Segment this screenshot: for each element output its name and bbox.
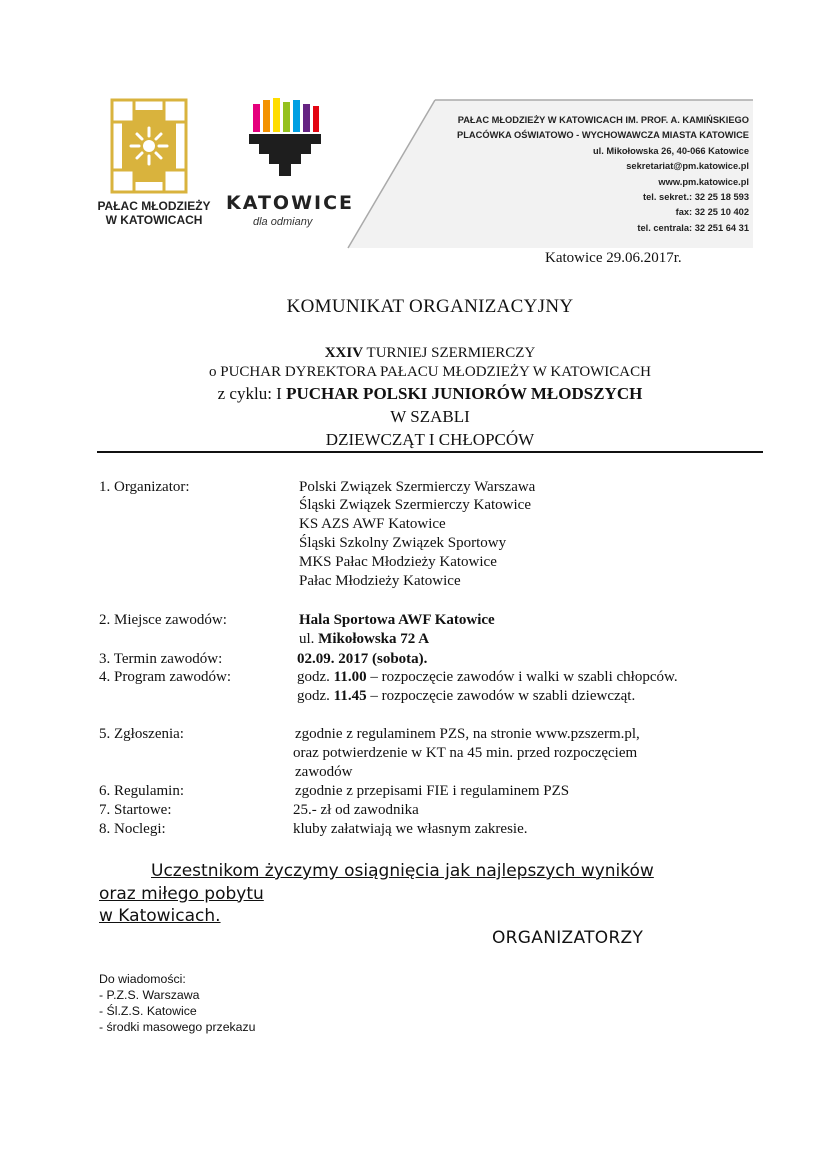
document-date: Katowice 29.06.2017r. xyxy=(545,250,682,266)
venue-label: 2. Miejsce zawodów: xyxy=(99,612,227,628)
subtitle-line-2: o PUCHAR DYREKTORA PAŁACU MŁODZIEŻY W KATOWICACH xyxy=(209,364,651,380)
distribution-item: - Śl.Z.S. Katowice xyxy=(99,1004,197,1018)
organizer-item: MKS Pałac Młodzieży Katowice xyxy=(299,554,497,570)
date-label: 3. Termin zawodów: xyxy=(99,651,223,667)
subtitle-line-3: z cyklu: I PUCHAR POLSKI JUNIORÓW MŁODSZYCH xyxy=(217,384,643,403)
fee-value: 25.- zł od zawodnika xyxy=(293,802,419,818)
header-divider xyxy=(97,451,763,453)
organizer-item: Polski Związek Szermierczy Warszawa xyxy=(299,479,536,495)
katowice-logo-tagline: dla odmiany xyxy=(253,216,313,228)
katowice-logo-word: KATOWICE xyxy=(226,192,355,214)
lodging-label: 8. Noclegi: xyxy=(99,821,166,837)
signature: ORGANIZATORZY xyxy=(492,928,644,948)
rules-value: zgodnie z przepisami FIE i regulaminem PZS xyxy=(295,783,570,799)
venue-street: ul. Mikołowska 72 A xyxy=(299,631,430,647)
organizer-item: Śląski Szkolny Związek Sportowy xyxy=(299,535,507,551)
entries-line-2: oraz potwierdzenie w KT na 45 min. przed rozpoczęciem xyxy=(293,745,638,761)
institution-address: PAŁAC MŁODZIEŻY W KATOWICACH IM. PROF. A. KAMIŃSKIEGO PLACÓWKA OŚWIATOWO - WYCHOWAWCZA MIASTA KATOWICE ul. Mikołowska 26, 40-066 Katowice sekretariat@pm.katowice.pl www.pm.katowice.pl tel. sekret.: 32 25 18 593 fax: 32 25 10 402 tel. centrala: 32 251 64 31 xyxy=(457,115,749,233)
program-label: 4. Program zawodów: xyxy=(99,669,232,685)
organizer-item: Śląski Związek Szermierczy Katowice xyxy=(299,497,531,513)
entries-label: 5. Zgłoszenia: xyxy=(99,726,184,742)
venue-name: Hala Sportowa AWF Katowice xyxy=(299,612,495,628)
organizer-item: Pałac Młodzieży Katowice xyxy=(299,573,461,589)
distribution-title: Do wiadomości: xyxy=(99,972,186,986)
distribution-item: - środki masowego przekazu xyxy=(99,1020,256,1034)
palac-logo-text: PAŁAC MŁODZIEŻY W KATOWICACH xyxy=(97,199,211,227)
subtitle-line-4: W SZABLI xyxy=(390,407,470,426)
katowice-logo-icon xyxy=(249,98,321,182)
entries-line-1: zgodnie z regulaminem PZS, na stronie www.pzszerm.pl, xyxy=(295,726,640,742)
date-value: 02.09. 2017 (sobota). xyxy=(297,651,428,667)
subtitle-line-5: DZIEWCZĄT I CHŁOPCÓW xyxy=(325,430,535,449)
closing-wish: Uczestnikom życzymy osiągnięcia jak najlepszych wyników oraz miłego pobytu w Katowicach. xyxy=(99,861,654,926)
program-line-1: godz. 11.00 – rozpoczęcie zawodów i walki w szabli chłopców. xyxy=(297,669,678,685)
organizer-item: KS AZS AWF Katowice xyxy=(299,516,446,532)
organizer-label: 1. Organizator: xyxy=(99,479,190,495)
document-title: KOMUNIKAT ORGANIZACYJNY xyxy=(286,296,574,317)
program-line-2: godz. 11.45 – rozpoczęcie zawodów w szabli dziewcząt. xyxy=(297,688,636,704)
subtitle-line-1: XXIV TURNIEJ SZERMIERCZY xyxy=(324,345,536,361)
rules-label: 6. Regulamin: xyxy=(99,783,184,799)
distribution-item: - P.Z.S. Warszawa xyxy=(99,988,200,1002)
entries-line-3: zawodów xyxy=(295,764,353,780)
fee-label: 7. Startowe: xyxy=(99,802,172,818)
lodging-value: kluby załatwiają we własnym zakresie. xyxy=(293,821,528,837)
palac-mlodziezy-logo xyxy=(110,98,188,194)
